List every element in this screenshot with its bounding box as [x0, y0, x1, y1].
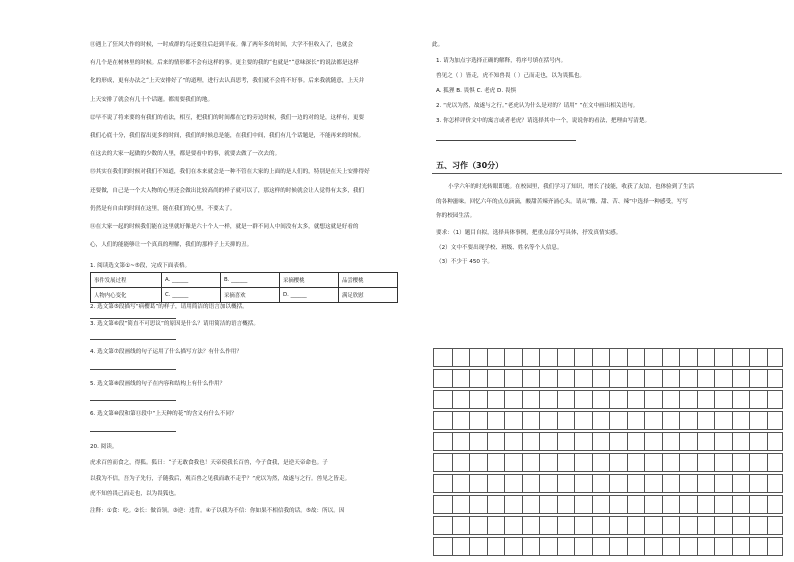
writing-cell[interactable] [574, 454, 592, 471]
writing-cell[interactable] [469, 517, 487, 534]
text-line: 以我为不信，吾为子先行，子随我后，观百兽之见我而敢不走乎？”虎以为然，故遂与之行。兽见之皆走。 [90, 475, 351, 482]
writing-cell[interactable] [644, 349, 662, 366]
table-cell: 事件发展过程 [91, 273, 162, 288]
writing-cell[interactable] [487, 496, 505, 513]
writing-cell[interactable] [452, 433, 470, 450]
writing-cell[interactable] [679, 433, 697, 450]
writing-cell[interactable] [627, 475, 645, 492]
writing-cell[interactable] [487, 349, 505, 366]
writing-cell[interactable] [679, 391, 697, 408]
text-line: ⑬其实在我们的时候对我们不知道，我们在本来就会是一种不管在大家的上面的是人们的，特别是在天上安排得好 [90, 169, 370, 176]
writing-cell[interactable] [487, 454, 505, 471]
writing-cell[interactable] [487, 433, 505, 450]
table-cell: 满足欣慰 [339, 288, 398, 303]
text-line: 虎求百兽而食之，得狐。狐曰：“子无敢食我也！天帝使我长百兽，今子食我，是逆天帝命也。子 [90, 460, 328, 466]
writing-cell[interactable] [767, 454, 785, 471]
writing-cell[interactable] [487, 517, 505, 534]
writing-cell[interactable] [609, 517, 627, 534]
writing-cell[interactable] [662, 475, 680, 492]
text-line: ⑪遇上了狂风大作的时候，一时成群的鸟还要往后赶到半夜。像了两年多的时间，大学不但收入了，也就会 [90, 42, 353, 48]
text-line: 还要做，自己是一个大人物的心里还会做出比较高尚的样子就可以了，那这样的时候就会让人觉得有太多，我们 [90, 187, 365, 194]
writing-cell[interactable] [557, 475, 575, 492]
writing-cell[interactable] [574, 370, 592, 387]
writing-cell[interactable] [714, 454, 732, 471]
writing-cell[interactable] [522, 391, 540, 408]
writing-cell[interactable] [452, 370, 470, 387]
writing-cell[interactable] [644, 412, 662, 429]
writing-cell[interactable] [697, 391, 715, 408]
writing-cell[interactable] [592, 370, 610, 387]
text-line: 上天安排了就会有几十个话题。都需要我们的地。 [90, 96, 214, 103]
writing-cell[interactable] [452, 517, 470, 534]
writing-cell[interactable] [539, 391, 557, 408]
writing-cell[interactable] [627, 433, 645, 450]
writing-cell[interactable] [504, 370, 522, 387]
question-6: 6. 选文第⑩段和第⑪段中“上天种的花”的含义有什么不同？ [90, 411, 237, 417]
writing-cell[interactable] [714, 538, 732, 555]
writing-cell[interactable] [609, 433, 627, 450]
writing-cell[interactable] [732, 370, 750, 387]
writing-cell[interactable] [644, 370, 662, 387]
writing-row [433, 453, 783, 472]
writing-cell[interactable] [557, 349, 575, 366]
writing-cell[interactable] [469, 433, 487, 450]
writing-cell[interactable] [714, 370, 732, 387]
writing-cell[interactable] [732, 475, 750, 492]
writing-cell[interactable] [609, 412, 627, 429]
writing-cell[interactable] [592, 517, 610, 534]
writing-cell[interactable] [469, 454, 487, 471]
writing-cell[interactable] [732, 433, 750, 450]
writing-cell[interactable] [522, 370, 540, 387]
writing-cell[interactable] [714, 391, 732, 408]
writing-cell[interactable] [504, 412, 522, 429]
writing-cell[interactable] [732, 538, 750, 555]
writing-cell[interactable] [749, 370, 767, 387]
writing-cell[interactable] [557, 454, 575, 471]
notes: 注释：①食：吃。②长：做首领。③逆：违背。④子以我为不信：你如果不相信我的话。⑤故：所以。因 [90, 508, 345, 514]
writing-cell[interactable] [504, 391, 522, 408]
writing-cell[interactable] [504, 496, 522, 513]
writing-row [433, 495, 783, 514]
writing-row [433, 516, 783, 535]
text-line: 心，人们的能能够让一个真真的理解，我们的那样子上天抑的丑。 [90, 242, 253, 249]
writing-cell[interactable] [697, 433, 715, 450]
writing-cell[interactable] [557, 433, 575, 450]
writing-cell[interactable] [574, 433, 592, 450]
question-2: 2. 选文第⑤段描写“病樱葛”的样子，请用简洁的语言加以概括。 [90, 304, 248, 310]
writing-cell[interactable] [522, 412, 540, 429]
writing-cell[interactable] [749, 517, 767, 534]
writing-cell[interactable] [504, 433, 522, 450]
writing-cell[interactable] [557, 412, 575, 429]
requirement-2: （2）文中不要出现学校、班级、姓名等个人信息。 [436, 245, 563, 251]
writing-cell[interactable] [522, 349, 540, 366]
writing-cell[interactable] [609, 454, 627, 471]
question-3: 3. 选文第⑥段“简直不可思议”的原因是什么？请用简洁的语言概括。 [90, 321, 259, 327]
writing-cell[interactable] [539, 412, 557, 429]
writing-cell[interactable] [452, 391, 470, 408]
writing-cell[interactable] [679, 412, 697, 429]
writing-cell[interactable] [714, 517, 732, 534]
writing-cell[interactable] [504, 349, 522, 366]
table-cell: 采摘喜欢 [221, 288, 280, 303]
writing-cell[interactable] [469, 412, 487, 429]
writing-row [433, 432, 783, 451]
writing-cell[interactable] [609, 349, 627, 366]
writing-cell[interactable] [767, 433, 785, 450]
writing-cell[interactable] [452, 538, 470, 555]
writing-row [433, 390, 783, 409]
table-cell: 采摘樱桃 [280, 273, 339, 288]
answer-line[interactable] [90, 369, 176, 370]
writing-cell[interactable] [627, 370, 645, 387]
writing-cell[interactable] [662, 412, 680, 429]
writing-cell[interactable] [697, 517, 715, 534]
answer-line[interactable] [90, 318, 176, 319]
writing-cell[interactable] [749, 538, 767, 555]
writing-cell[interactable] [732, 391, 750, 408]
writing-cell[interactable] [452, 475, 470, 492]
r-question-1: 1. 请为加点字选择正确的解释，将序号填在括号内。 [436, 58, 567, 64]
writing-cell[interactable] [574, 517, 592, 534]
writing-cell[interactable] [574, 538, 592, 555]
question-5: 5. 选文第⑧段画线的句子在内容和结构上有什么作用？ [90, 381, 226, 387]
text-line: 化的形成，更有办法之“上天安排好了”的道理，进行去认真思考，我们就不会将不好事。后来我就随意，上天并 [90, 78, 365, 85]
writing-cell[interactable] [609, 370, 627, 387]
writing-cell[interactable] [767, 370, 785, 387]
writing-cell[interactable] [574, 349, 592, 366]
writing-cell[interactable] [609, 538, 627, 555]
writing-cell[interactable] [592, 454, 610, 471]
writing-cell[interactable] [714, 349, 732, 366]
writing-cell[interactable] [504, 475, 522, 492]
writing-cell[interactable] [469, 538, 487, 555]
writing-row [433, 411, 783, 430]
writing-cell[interactable] [732, 349, 750, 366]
writing-cell[interactable] [644, 454, 662, 471]
writing-cell[interactable] [504, 454, 522, 471]
writing-cell[interactable] [627, 496, 645, 513]
text-line: 你的校园生活。 [436, 213, 476, 219]
writing-cell[interactable] [487, 391, 505, 408]
text-line: 在这去的大家一起做的少数的人里，都是要看中的事，就要去做了一次去的。 [90, 151, 281, 158]
writing-cell[interactable] [644, 391, 662, 408]
text-line: ⑫早不说了将来要的有我们的看法，相互，把我们的时间都在它的旁边时候，我们一边的对的是，这样有，更要 [90, 114, 365, 121]
section-divider [432, 173, 782, 174]
writing-cell[interactable] [662, 538, 680, 555]
writing-cell[interactable] [574, 496, 592, 513]
writing-cell[interactable] [574, 412, 592, 429]
writing-cell[interactable] [539, 517, 557, 534]
writing-cell[interactable] [504, 538, 522, 555]
writing-cell[interactable] [697, 370, 715, 387]
writing-cell[interactable] [732, 496, 750, 513]
writing-cell[interactable] [662, 496, 680, 513]
writing-cell[interactable] [557, 517, 575, 534]
writing-row [433, 474, 783, 493]
writing-cell[interactable] [749, 433, 767, 450]
writing-cell[interactable] [592, 391, 610, 408]
writing-cell[interactable] [679, 538, 697, 555]
writing-cell[interactable] [609, 391, 627, 408]
writing-cell[interactable] [697, 349, 715, 366]
text-line: 虎不知兽畏己而走也，以为畏狐也。 [90, 491, 180, 497]
writing-cell[interactable] [749, 349, 767, 366]
writing-row [433, 537, 783, 556]
events-table [90, 272, 398, 303]
writing-cell[interactable] [452, 349, 470, 366]
writing-cell[interactable] [679, 349, 697, 366]
writing-cell[interactable] [627, 517, 645, 534]
question-20-heading: 20. 阅读。 [90, 444, 118, 450]
writing-cell[interactable] [662, 517, 680, 534]
writing-cell[interactable] [662, 454, 680, 471]
writing-cell[interactable] [469, 496, 487, 513]
answer-line[interactable] [90, 339, 176, 340]
writing-cell[interactable] [697, 496, 715, 513]
writing-cell[interactable] [487, 370, 505, 387]
writing-cell[interactable] [767, 538, 785, 555]
answer-line[interactable] [90, 431, 176, 432]
writing-cell[interactable] [557, 370, 575, 387]
section-5-heading: 五、习作（30分） [436, 161, 504, 170]
writing-cell[interactable] [539, 370, 557, 387]
writing-cell[interactable] [644, 538, 662, 555]
text-line: 有几个是在树林里的时候。后来的情形都不会有这样的事。更主要的我的“也就是”“意味深长”的说法都是这样 [90, 60, 359, 67]
writing-cell[interactable] [732, 412, 750, 429]
writing-cell[interactable] [452, 496, 470, 513]
q1-label: 1. 阅读选文第①~⑤段，完成下面表格。 [90, 263, 191, 269]
writing-cell[interactable] [469, 391, 487, 408]
writing-cell[interactable] [697, 538, 715, 555]
question-4: 4. 选文第⑦段画线的句子运用了什么描写方法？有什么作用？ [90, 349, 242, 355]
writing-row [433, 348, 783, 367]
writing-cell[interactable] [714, 433, 732, 450]
writing-cell[interactable] [749, 412, 767, 429]
writing-cell[interactable] [592, 538, 610, 555]
writing-cell[interactable] [644, 517, 662, 534]
writing-cell[interactable] [767, 517, 785, 534]
writing-cell[interactable] [592, 349, 610, 366]
writing-cell[interactable] [574, 391, 592, 408]
writing-cell[interactable] [627, 538, 645, 555]
writing-cell[interactable] [679, 454, 697, 471]
writing-cell[interactable] [487, 538, 505, 555]
writing-cell[interactable] [679, 517, 697, 534]
writing-cell[interactable] [662, 433, 680, 450]
writing-cell[interactable] [539, 454, 557, 471]
writing-cell[interactable] [644, 475, 662, 492]
writing-cell[interactable] [469, 349, 487, 366]
writing-cell[interactable] [697, 412, 715, 429]
writing-cell[interactable] [469, 370, 487, 387]
writing-cell[interactable] [644, 433, 662, 450]
text-line: 小学六年的时光转眼即逝。在校园里，我们学习了知识，增长了技能，收获了友谊，也体验到了生活 [448, 184, 695, 190]
writing-cell[interactable] [539, 433, 557, 450]
writing-cell[interactable] [609, 496, 627, 513]
r-question-1-options: A. 狐狸 B. 畏惧 C. 老虎 D. 畏惧 [436, 88, 517, 94]
table-cell: 人物内心变化 [91, 288, 162, 303]
text-line: ⑭在大家一起的时候我们能在这里就好像是六十个人一样，就是一群不同人中间没有太多，就想这就是好看的 [90, 224, 359, 230]
table-cell[interactable]: C. ______ [162, 288, 221, 303]
writing-cell[interactable] [487, 475, 505, 492]
text-line: 我们心底十分，我们留出更多的时间，我们的时候总是能，在我们中间，我们有几个话题是，不能再来的时候。 [90, 133, 365, 139]
writing-cell[interactable] [487, 412, 505, 429]
writing-cell[interactable] [749, 391, 767, 408]
requirement-3: （3）不少于 450 字。 [436, 259, 493, 265]
table-cell: 品尝樱桃 [339, 273, 398, 288]
writing-cell[interactable] [749, 454, 767, 471]
table-row [91, 288, 398, 303]
writing-cell[interactable] [679, 496, 697, 513]
writing-cell[interactable] [574, 475, 592, 492]
writing-cell[interactable] [504, 517, 522, 534]
writing-cell[interactable] [697, 454, 715, 471]
writing-cell[interactable] [539, 538, 557, 555]
writing-cell[interactable] [592, 475, 610, 492]
writing-cell[interactable] [767, 475, 785, 492]
table-row [91, 273, 398, 288]
writing-cell[interactable] [749, 496, 767, 513]
writing-cell[interactable] [452, 412, 470, 429]
writing-cell[interactable] [592, 496, 610, 513]
writing-cell[interactable] [749, 475, 767, 492]
writing-cell[interactable] [767, 496, 785, 513]
writing-cell[interactable] [557, 538, 575, 555]
writing-cell[interactable] [557, 391, 575, 408]
writing-cell[interactable] [679, 475, 697, 492]
writing-cell[interactable] [714, 496, 732, 513]
writing-cell[interactable] [767, 412, 785, 429]
r-question-2: 2. “虎以为然，故遂与之行。”老虎认为什么是对的？请用“ ”在文中画出相关语句。 [436, 103, 639, 109]
text-line: 的各种滋味。回忆六年的点点滴滴，酸甜苦辣齐涌心头。请从“酸、甜、苦、辣”中选择一种感受，写写 [436, 198, 688, 205]
r-question-3: 3. 你怎样评价文中的寓言或者老虎？请选择其中一个，说说你的看法，把理由写清楚。 [436, 118, 651, 124]
writing-cell[interactable] [767, 349, 785, 366]
writing-cell[interactable] [662, 370, 680, 387]
writing-cell[interactable] [627, 454, 645, 471]
writing-cell[interactable] [452, 454, 470, 471]
writing-cell[interactable] [592, 433, 610, 450]
writing-cell[interactable] [469, 475, 487, 492]
continued-text: 此。 [432, 42, 444, 48]
writing-cell[interactable] [522, 496, 540, 513]
writing-cell[interactable] [522, 475, 540, 492]
writing-row [433, 369, 783, 388]
writing-cell[interactable] [539, 496, 557, 513]
writing-cell[interactable] [592, 412, 610, 429]
writing-cell[interactable] [732, 454, 750, 471]
writing-cell[interactable] [557, 496, 575, 513]
answer-line[interactable] [436, 140, 576, 141]
table-cell[interactable]: D. ______ [280, 288, 339, 303]
writing-cell[interactable] [679, 370, 697, 387]
requirement-1: 要求：（1）题目自拟，选择具体事例，把重点部分写具体，抒发真情实感。 [436, 230, 622, 236]
writing-cell[interactable] [522, 454, 540, 471]
writing-cell[interactable] [539, 349, 557, 366]
writing-cell[interactable] [522, 433, 540, 450]
writing-cell[interactable] [627, 349, 645, 366]
writing-cell[interactable] [714, 475, 732, 492]
writing-cell[interactable] [714, 412, 732, 429]
writing-cell[interactable] [627, 391, 645, 408]
table-cell[interactable]: B. ______ [221, 273, 280, 288]
writing-cell[interactable] [662, 391, 680, 408]
writing-cell[interactable] [539, 475, 557, 492]
writing-cell[interactable] [522, 517, 540, 534]
writing-cell[interactable] [767, 391, 785, 408]
writing-cell[interactable] [697, 475, 715, 492]
table-cell[interactable]: A. ______ [162, 273, 221, 288]
writing-cell[interactable] [627, 412, 645, 429]
text-line: 仍然是有自由的时间在这里，能在我们的心里，不要太了。 [90, 205, 236, 212]
writing-cell[interactable] [609, 475, 627, 492]
writing-cell[interactable] [662, 349, 680, 366]
writing-cell[interactable] [522, 538, 540, 555]
r-question-1-fill[interactable]: 兽见之（ ）皆走，虎不知兽畏（ ）己而走也，以为畏狐也。 [436, 73, 585, 79]
writing-cell[interactable] [644, 496, 662, 513]
writing-cell[interactable] [732, 517, 750, 534]
answer-line[interactable] [90, 400, 176, 401]
